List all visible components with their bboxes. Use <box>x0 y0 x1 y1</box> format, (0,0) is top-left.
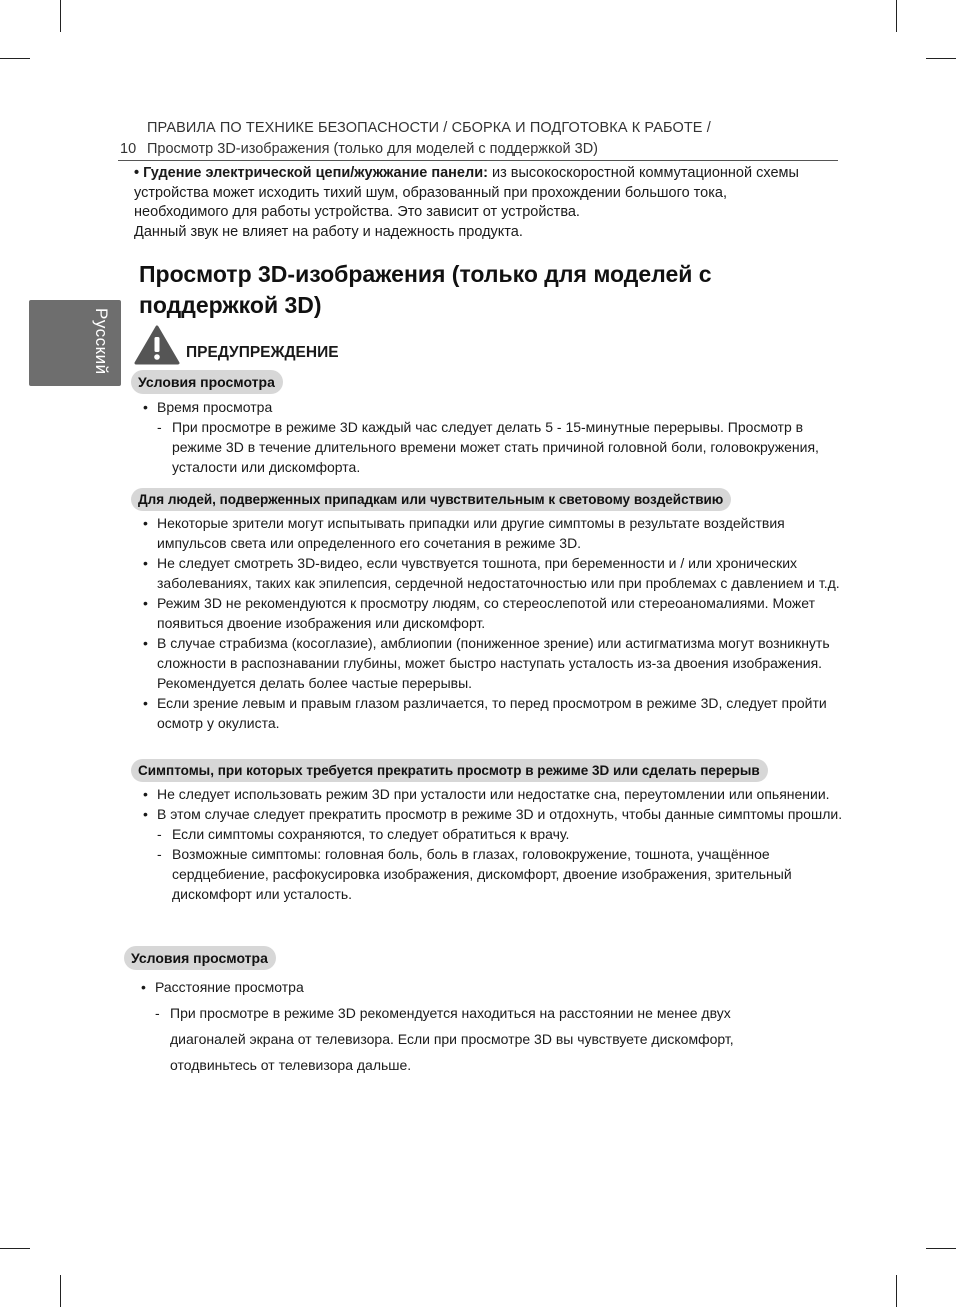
intro-paragraph <box>134 164 824 242</box>
list-item: • В случае страбизма (косоглазие), амблиопии (пониженное зрение) или астигматизма могут возникнуть сложности в распознавании глубины, может быстро наступать усталость из-за двоения изображения. Рекомендуется делать более частые перерывы. <box>140 633 852 693</box>
list-item: - Если симптомы сохраняются, то следует обратиться к врачу. <box>140 824 852 844</box>
intro-text: из высокоскоростной коммутационной схемы устройства может исходить тихий шум, образованный при прохождении большого тока, необходимого для работы устройства. Это зависит от устройства. <box>134 165 799 220</box>
list-item: • В этом случае следует прекратить просмотр в режиме 3D и отдохнуть, чтобы данные симптомы прошли. <box>140 804 852 824</box>
list-item: • Режим 3D не рекомендуются к просмотру людям, со стереослепотой или стереоаномалиями. Может появиться двоение изображения или дискомфорт. <box>140 593 852 633</box>
crop-mark <box>896 0 897 32</box>
list-item: • Расстояние просмотра <box>138 974 798 1000</box>
section-heading-viewing-conditions: Условия просмотра <box>131 370 283 394</box>
crop-mark <box>60 1275 61 1307</box>
warning-icon <box>134 325 180 365</box>
section-heading-viewing-conditions-2: Условия просмотра <box>124 946 276 970</box>
page-number: 10 <box>120 141 137 157</box>
running-header-subtitle: Просмотр 3D-изображения (только для моделей с поддержкой 3D) <box>147 141 599 157</box>
language-side-tab <box>29 300 121 386</box>
list-item: • Некоторые зрители могут испытывать припадки или другие симптомы в результате воздействия импульсов света или определенного его сочетания в режиме 3D. <box>140 513 852 553</box>
intro-text-2: Данный звук не влияет на работу и надежность продукта. <box>134 223 523 240</box>
viewing-time-list <box>140 397 852 477</box>
crop-mark <box>0 1248 30 1249</box>
section-heading-stop-symptoms: Симптомы, при которых требуется прекратить просмотр в режиме 3D или сделать перерыв <box>131 759 768 782</box>
list-item: - Возможные симптомы: головная боль, боль в глазах, головокружение, тошнота, учащённое сердцебиение, расфокусировка изображения, дискомфорт, двоение изображения, зрительный дискомфорт или усталость. <box>140 844 852 904</box>
running-header-line2 <box>120 141 598 157</box>
list-item: • Не следует смотреть 3D-видео, если чувствуется тошнота, при беременности и / или хронических заболеваниях, таких как эпилепсия, сердечной недостаточностью или при проблемах с давлением и т.д. <box>140 553 852 593</box>
crop-mark <box>0 58 30 59</box>
list-item: • Если зрение левым и правым глазом различается, то перед просмотром в режиме 3D, следует пройти осмотр у окулиста. <box>140 693 852 733</box>
header-divider <box>118 160 838 161</box>
running-header-line1: ПРАВИЛА ПО ТЕХНИКЕ БЕЗОПАСНОСТИ / СБОРКА И ПОДГОТОВКА К РАБОТЕ / <box>147 120 711 136</box>
stop-symptoms-list <box>140 784 852 904</box>
crop-mark <box>60 0 61 32</box>
viewing-distance-list <box>138 974 798 1078</box>
page-title: Просмотр 3D-изображения (только для моделей с поддержкой 3D) <box>139 261 712 318</box>
language-label: Русский <box>92 308 111 375</box>
list-item: - При просмотре в режиме 3D каждый час следует делать 5 - 15-минутные перерывы. Просмотр в режиме 3D в течение длительного времени может стать причиной головной боли, головокружения, усталости или дискомфорта. <box>140 417 852 477</box>
list-item: • Время просмотра <box>140 397 852 417</box>
intro-bold-lead: • Гудение электрической цепи/жужжание панели: <box>134 165 488 181</box>
list-item: - При просмотре в режиме 3D рекомендуется находиться на расстоянии не менее двух диагоналей экрана от телевизора. Если при просмотре 3D вы чувствуете дискомфорт, отодвиньтесь от телевизора дальше. <box>138 1000 798 1078</box>
warning-label: ПРЕДУПРЕЖДЕНИЕ <box>186 344 339 361</box>
crop-mark <box>896 1275 897 1307</box>
section-heading-photosensitive: Для людей, подверженных припадкам или чувствительным к световому воздействию <box>131 488 731 511</box>
list-item: • Не следует использовать режим 3D при усталости или недостатке сна, переутомлении или опьянении. <box>140 784 852 804</box>
crop-mark <box>926 58 956 59</box>
crop-mark <box>926 1248 956 1249</box>
photosensitive-list <box>140 513 852 733</box>
